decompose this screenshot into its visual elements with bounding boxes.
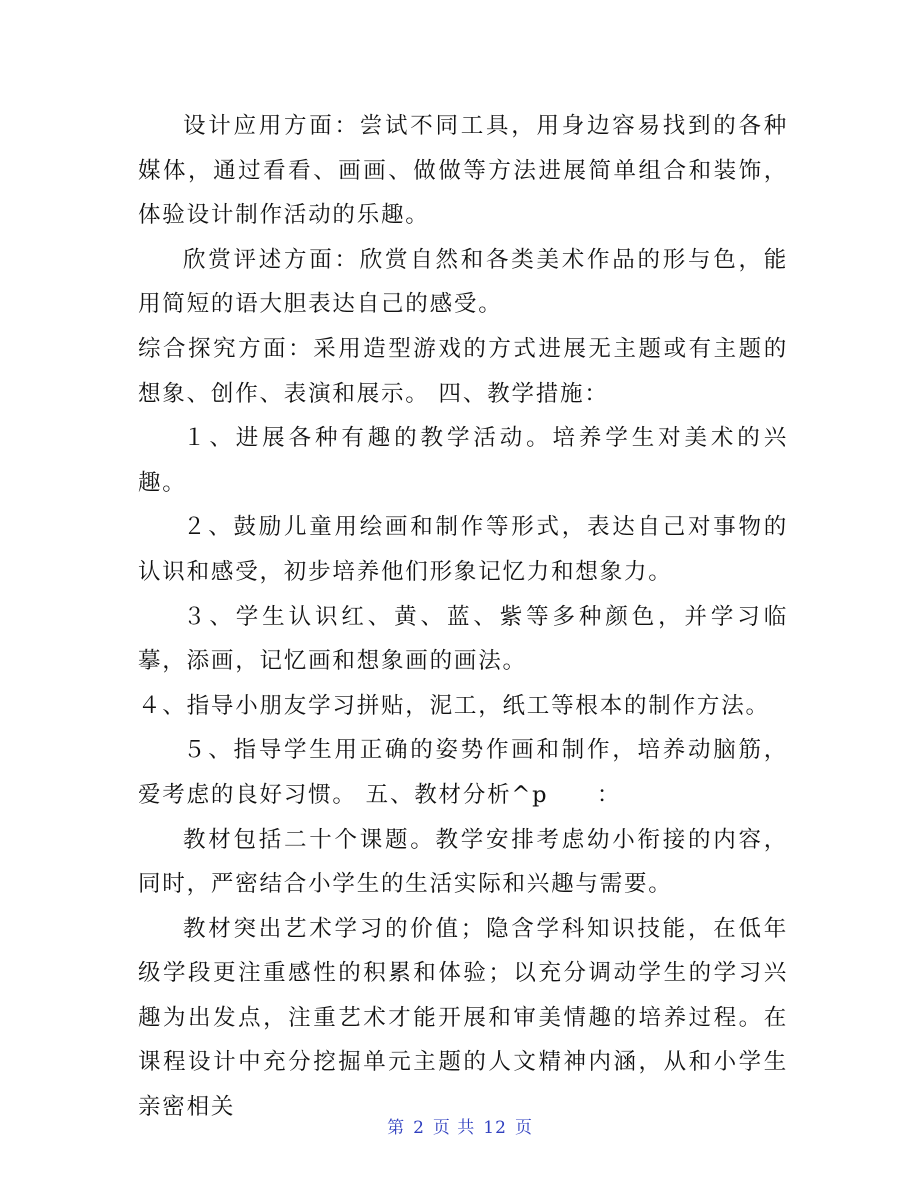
footer-prefix: 第	[387, 1118, 406, 1138]
paragraph-measure-1: １、进展各种有趣的教学活动。培养学生对美术的兴趣。	[138, 425, 788, 496]
paragraph-comprehensive-exploration: 综合探究方面：采用造型游戏的方式进展无主题或有主题的想象、创作、表演和展示。 四、教学措施：	[138, 335, 788, 407]
footer-total-pages: 12	[483, 1118, 507, 1138]
page-number-footer	[0, 1113, 920, 1138]
paragraph-appreciation: 欣赏评述方面：欣赏自然和各类美术作品的形与色，能用简短的语大胆表达自己的感受。	[138, 246, 788, 318]
paragraph-measure-3: ３、学生认识红、黄、蓝、紫等多种颜色，并学习临摹，添画，记忆画和想象画的画法。	[138, 603, 788, 675]
paragraph-measure-5: ５、指导学生用正确的姿势作画和制作，培养动脑筋，爱考虑的良好习惯。 五、教材分析^p ：	[138, 737, 788, 808]
paragraph-measure-2: ２、鼓励儿童用绘画和制作等形式，表达自己对事物的认识和感受，初步培养他们形象记忆力和想象力。	[138, 514, 788, 585]
paragraph-textbook-content: 教材包括二十个课题。教学安排考虑幼小衔接的内容，同时，严密结合小学生的生活实际和兴趣与需要。	[138, 826, 788, 898]
paragraph-design-application: 设计应用方面：尝试不同工具，用身边容易找到的各种媒体，通过看看、画画、做做等方法进展简单组合和装饰，体验设计制作活动的乐趣。	[138, 113, 788, 229]
footer-middle: 页 共	[432, 1118, 476, 1138]
paragraph-textbook-value: 教材突出艺术学习的价值；隐含学科知识技能，在低年级学段更注重感性的积累和体验；以充分调动学生的学习兴趣为出发点，注重艺术才能开展和审美情趣的培养过程。在课程设计中充分挖掘单元主题的人文精神内涵，从和小学生亲密相关	[138, 915, 788, 1121]
paragraph-measure-4: ４、指导小朋友学习拼贴，泥工，纸工等根本的制作方法。	[138, 692, 770, 719]
footer-suffix: 页	[514, 1118, 533, 1138]
document-body	[138, 104, 788, 1130]
footer-page-number: 2	[413, 1118, 425, 1138]
